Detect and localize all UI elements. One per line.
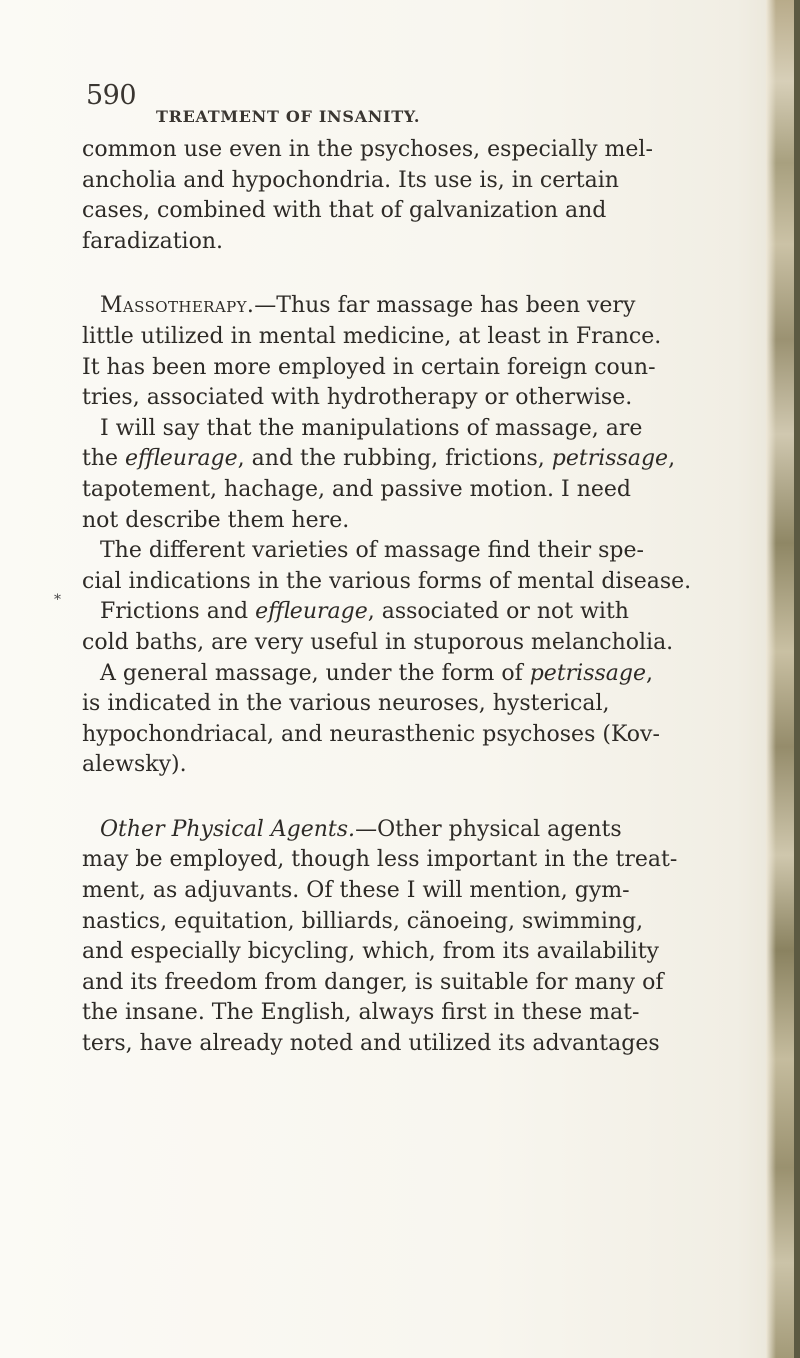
page-header: [86, 80, 766, 126]
text-line: the effleurage, and the rubbing, frictions, petrissage,: [82, 446, 676, 472]
text-line: tapotement, hachage, and passive motion. I need: [82, 476, 631, 502]
section-heading-other-agents: Other Physical Agents.: [100, 816, 356, 842]
running-title: TREATMENT OF INSANITY.: [156, 107, 421, 126]
text-line: I will say that the manipulations of massage, are: [100, 415, 643, 441]
text-line: cold baths, are very useful in stuporous melancholia.: [82, 629, 674, 655]
text-line: common use even in the psychoses, especially mel-: [82, 137, 653, 162]
text-line: alewsky).: [82, 752, 187, 778]
text-line: A general massage, under the form of petrissage,: [100, 660, 654, 686]
paragraph-manipulations: [82, 414, 772, 536]
text-line: not describe them here.: [82, 507, 350, 533]
body-text: [82, 135, 772, 1060]
text-line: Frictions and effleurage, associated or not with: [100, 599, 629, 625]
text-line: ancholia and hypochondria. Its use is, in certain: [82, 167, 619, 193]
text-line: and especially bicycling, which, from its availability: [82, 939, 659, 965]
paragraph-other-agents: [82, 815, 772, 1060]
term-effleurage: effleurage: [255, 599, 368, 625]
text-line: may be employed, though less important in the treat-: [82, 847, 678, 873]
paragraph-general-massage: [82, 659, 772, 781]
page-number: 590: [86, 80, 137, 111]
text-line: The different varieties of massage find their spe-: [100, 538, 644, 564]
text-line: nastics, equitation, billiards, cänoeing, swimming,: [82, 908, 644, 934]
text-line: cial indications in the various forms of mental disease.: [82, 568, 692, 594]
text-line: cases, combined with that of galvanization and: [82, 198, 607, 224]
text-line: hypochondriacal, and neurasthenic psychoses (Kov-: [82, 721, 660, 747]
book-edge-shadow: [794, 0, 800, 1358]
text-line: tries, associated with hydrotherapy or otherwise.: [82, 385, 633, 411]
text-line: little utilized in mental medicine, at least in France.: [82, 323, 662, 349]
term-effleurage: effleurage: [125, 446, 238, 472]
paragraph-varieties: [82, 536, 772, 597]
term-petrissage: petrissage: [529, 660, 647, 686]
paragraph-continuation: [82, 135, 772, 257]
paragraph-frictions: [82, 597, 772, 658]
text-line: ment, as adjuvants. Of these I will mention, gym-: [82, 878, 630, 904]
section-heading-massotherapy: Massotherapy.: [100, 293, 255, 319]
text-line: Other Physical Agents.—Other physical agents: [100, 816, 622, 842]
term-petrissage: petrissage: [551, 446, 669, 472]
text-line: the insane. The English, always first in these mat-: [82, 1000, 640, 1026]
text-line: It has been more employed in certain foreign coun-: [82, 354, 656, 380]
text-line: ters, have already noted and utilized its advantages: [82, 1031, 660, 1057]
text-line: and its freedom from danger, is suitable for many of: [82, 969, 664, 995]
paragraph-massotherapy: [82, 291, 772, 413]
text-line: is indicated in the various neuroses, hysterical,: [82, 691, 610, 717]
margin-mark: *: [54, 592, 61, 608]
text-line: Massotherapy.—Thus far massage has been very: [100, 293, 636, 319]
text-line: faradization.: [82, 228, 224, 254]
